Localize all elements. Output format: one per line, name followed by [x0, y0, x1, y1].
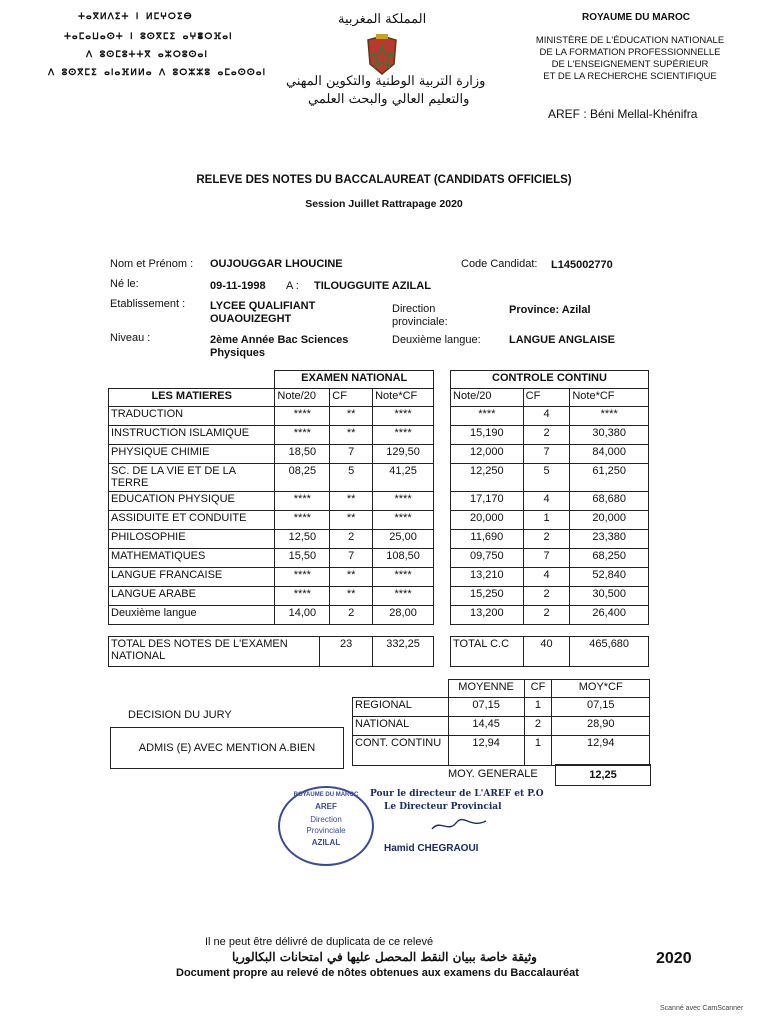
cc-note: 20,000	[451, 511, 524, 530]
average-cf: 1	[524, 736, 552, 766]
cc-row	[451, 445, 649, 464]
aref-label: AREF : Béni Mellal-Khénifra	[548, 107, 698, 121]
official-stamp	[278, 786, 374, 866]
cc-note-cf: 20,000	[570, 511, 649, 530]
average-label: NATIONAL	[353, 717, 449, 736]
average-row	[353, 717, 650, 736]
cc-cf: 2	[523, 587, 570, 606]
national-note: ****	[275, 426, 330, 445]
col-notecf-header: Note*CF	[373, 389, 434, 407]
average-moycf: 12,94	[552, 736, 650, 766]
cc-row	[451, 568, 649, 587]
cc-row	[451, 530, 649, 549]
national-cf: **	[330, 511, 373, 530]
subject-row	[109, 426, 434, 445]
national-exam-table	[108, 370, 434, 625]
direction-label-1: Direction	[392, 303, 436, 315]
tifinagh-line-1: ⵜⴰⴳⵍⴷⵉⵜ ⵏ ⵍⵎⵖⵔⵉⴱ	[78, 12, 193, 22]
stamp-line-2: Provinciale	[306, 826, 346, 835]
average-cf: 1	[524, 698, 552, 717]
summary-cf-header: CF	[524, 680, 552, 698]
national-cf: **	[330, 568, 373, 587]
subject-row	[109, 568, 434, 587]
total-cc-cf: 40	[523, 637, 570, 667]
subject-name: EDUCATION PHYSIQUE	[109, 492, 275, 511]
cc-header: CONTROLE CONTINU	[451, 371, 649, 389]
direction-label-2: provinciale:	[392, 316, 448, 328]
cc-note: 09,750	[451, 549, 524, 568]
national-cf: **	[330, 587, 373, 606]
birth-date: 09-11-1998	[210, 280, 266, 292]
cc-row	[451, 511, 649, 530]
cc-note: 12,000	[451, 445, 524, 464]
birthplace-label: A :	[286, 280, 299, 292]
document-note: Document propre au relevé de nôtes obtenues aux examens du Baccalauréat	[176, 967, 579, 979]
coat-of-arms-icon	[360, 34, 404, 78]
province: Province: Azilal	[509, 304, 591, 316]
general-average-label: MOY. GENERALE	[448, 768, 538, 780]
stamp-line-3: AZILAL	[311, 838, 341, 847]
cc-cf: 4	[523, 407, 570, 426]
national-note-cf: 108,50	[373, 549, 434, 568]
subject-name: TRADUCTION	[109, 407, 275, 426]
cc-cf: 2	[523, 606, 570, 625]
subject-row	[109, 587, 434, 606]
national-note: ****	[275, 568, 330, 587]
cc-note: 12,250	[451, 464, 524, 492]
exam-national-header: EXAMEN NATIONAL	[275, 371, 434, 389]
cc-note: 15,250	[451, 587, 524, 606]
cc-note-cf: 26,400	[570, 606, 649, 625]
cc-cf: 4	[523, 568, 570, 587]
page-title: RELEVE DES NOTES DU BACCALAUREAT (CANDIDATS OFFICIELS)	[196, 174, 572, 186]
total-national-value: 332,25	[373, 637, 434, 667]
cc-cf: 2	[523, 530, 570, 549]
national-note-cf: ****	[373, 568, 434, 587]
cc-note: 11,690	[451, 530, 524, 549]
cc-note-cf: 23,380	[570, 530, 649, 549]
subject-name: LANGUE ARABE	[109, 587, 275, 606]
stamp-top: ROYAUME DU MAROC	[293, 792, 359, 798]
signature-line-2: Le Directeur Provincial	[384, 802, 502, 812]
subject-row	[109, 549, 434, 568]
cc-row	[451, 426, 649, 445]
subjects-header: LES MATIERES	[109, 389, 275, 407]
cc-row	[451, 587, 649, 606]
cc-cf: 1	[523, 511, 570, 530]
kingdom-label: ROYAUME DU MAROC	[582, 12, 690, 23]
cc-col-note-header: Note/20	[451, 389, 524, 407]
cc-note-cf: 68,680	[570, 492, 649, 511]
signer-name: Hamid CHEGRAOUI	[384, 843, 479, 854]
level-label: Niveau :	[110, 332, 151, 344]
subject-name: PHYSIQUE CHIMIE	[109, 445, 275, 464]
subject-row	[109, 464, 434, 492]
second-language-label: Deuxième langue:	[392, 334, 481, 346]
average-label: CONT. CONTINU	[353, 736, 449, 766]
signature-line-1: Pour le directeur de L'AREF et P.O	[370, 789, 544, 799]
national-note-cf: ****	[373, 407, 434, 426]
national-note: ****	[275, 492, 330, 511]
subject-row	[109, 606, 434, 625]
national-note: ****	[275, 407, 330, 426]
total-national-row	[108, 636, 434, 667]
school-name-2: OUAOUIZEGHT	[210, 313, 292, 325]
subject-name: SC. DE LA VIE ET DE LA TERRE	[109, 464, 275, 492]
code-label: Code Candidat:	[461, 258, 538, 270]
tifinagh-line-2: ⵜⴰⵎⴰⵡⴰⵙⵜ ⵏ ⵓⵙⴳⵎⵉ ⴰⵖⴻⵔⴼⴰⵏ	[64, 32, 233, 42]
born-label: Né le:	[110, 278, 139, 290]
jury-label: DECISION DU JURY	[128, 709, 232, 721]
scanner-watermark: Scanné avec CamScanner	[660, 1005, 744, 1012]
cc-note-cf: 30,500	[570, 587, 649, 606]
average-value: 07,15	[448, 698, 524, 717]
national-note: 15,50	[275, 549, 330, 568]
name-label: Nom et Prénom :	[110, 258, 194, 270]
total-cc-label: TOTAL C.C	[451, 637, 524, 667]
cc-note: 13,200	[451, 606, 524, 625]
national-note-cf: ****	[373, 587, 434, 606]
national-note-cf: ****	[373, 511, 434, 530]
stamp-aref: AREF	[315, 802, 337, 811]
school-label: Etablissement :	[110, 298, 186, 310]
subject-row	[109, 407, 434, 426]
cc-row	[451, 464, 649, 492]
national-note: 08,25	[275, 464, 330, 492]
national-note: ****	[275, 511, 330, 530]
cc-cf: 2	[523, 426, 570, 445]
moycf-header: MOY*CF	[552, 680, 650, 698]
cc-cf: 7	[523, 549, 570, 568]
total-national-label: TOTAL DES NOTES DE L'EXAMEN NATIONAL	[109, 637, 320, 667]
duplicate-note: Il ne peut être délivré de duplicata de ce relevé	[205, 936, 434, 948]
average-moycf: 07,15	[552, 698, 650, 717]
candidate-name: OUJOUGGAR LHOUCINE	[210, 258, 343, 270]
stamp-line-1: Direction	[310, 815, 342, 824]
national-note: 18,50	[275, 445, 330, 464]
national-note: 14,00	[275, 606, 330, 625]
cc-note: 15,190	[451, 426, 524, 445]
footer-year: 2020	[656, 950, 692, 967]
subject-row	[109, 492, 434, 511]
cc-row	[451, 492, 649, 511]
cc-note: 17,170	[451, 492, 524, 511]
national-cf: 7	[330, 549, 373, 568]
average-value: 12,94	[448, 736, 524, 766]
second-language: LANGUE ANGLAISE	[509, 334, 615, 346]
cc-row	[451, 549, 649, 568]
continuous-control-table	[450, 370, 649, 625]
national-note: 12,50	[275, 530, 330, 549]
total-cc-value: 465,680	[570, 637, 649, 667]
average-cf: 2	[524, 717, 552, 736]
cc-cf: 5	[523, 464, 570, 492]
national-cf: 2	[330, 606, 373, 625]
arabic-footer: وثيقة خاصة ببيان النقط المحصل عليها في امتحانات البكالوريا	[232, 950, 537, 964]
school-name-1: LYCEE QUALIFIANT	[210, 300, 316, 312]
col-cf-header: CF	[330, 389, 373, 407]
tifinagh-line-3: ⴷ ⵓⵙⵎⵓⵜⵜⴳ ⴰⵣⵔⵓⵙⴰⵏ	[86, 50, 208, 60]
ministry-line-3: DE L'ENSEIGNEMENT SUPÉRIEUR	[551, 59, 709, 70]
arabic-ministry-2: والتعليم العالي والبحث العلمي	[308, 92, 470, 107]
cc-note-cf: 52,840	[570, 568, 649, 587]
subject-name: MATHEMATIQUES	[109, 549, 275, 568]
subject-row	[109, 530, 434, 549]
session-label: Session Juillet Rattrapage 2020	[305, 198, 463, 210]
candidate-code: L145002770	[551, 259, 613, 271]
cc-col-notecf-header: Note*CF	[570, 389, 649, 407]
national-note-cf: ****	[373, 492, 434, 511]
average-label: REGIONAL	[353, 698, 449, 717]
national-cf: **	[330, 426, 373, 445]
cc-note-cf: 61,250	[570, 464, 649, 492]
tifinagh-line-4: ⴷ ⵓⵙⴳⵎⵉ ⴰⵏⴰⴼⵍⵍⴰ ⴷ ⵓⵔⵣⵣⵓ ⴰⵎⴰⵙⵙⴰⵏ	[48, 68, 267, 78]
average-moycf: 28,90	[552, 717, 650, 736]
national-cf: 5	[330, 464, 373, 492]
cc-cf: 4	[523, 492, 570, 511]
birthplace: TILOUGGUITE AZILAL	[314, 280, 431, 292]
cc-note-cf: 30,380	[570, 426, 649, 445]
subject-row	[109, 511, 434, 530]
national-note-cf: 28,00	[373, 606, 434, 625]
col-note-header: Note/20	[275, 389, 330, 407]
cc-note-cf: 68,250	[570, 549, 649, 568]
average-row	[353, 698, 650, 717]
national-cf: 2	[330, 530, 373, 549]
ministry-line-4: ET DE LA RECHERCHE SCIENTIFIQUE	[543, 71, 717, 82]
national-cf: 7	[330, 445, 373, 464]
national-note-cf: 41,25	[373, 464, 434, 492]
level-1: 2ème Année Bac Sciences	[210, 334, 349, 346]
average-row	[353, 736, 650, 766]
subject-name: INSTRUCTION ISLAMIQUE	[109, 426, 275, 445]
total-cc-row	[450, 636, 649, 667]
cc-row	[451, 407, 649, 426]
cc-col-cf-header: CF	[523, 389, 570, 407]
subject-name: ASSIDUITE ET CONDUITE	[109, 511, 275, 530]
cc-note: ****	[451, 407, 524, 426]
cc-note: 13,210	[451, 568, 524, 587]
level-2: Physiques	[210, 347, 266, 359]
subject-name: LANGUE FRANCAISE	[109, 568, 275, 587]
average-value: 14,45	[448, 717, 524, 736]
national-note: ****	[275, 587, 330, 606]
national-note-cf: ****	[373, 426, 434, 445]
national-note-cf: 129,50	[373, 445, 434, 464]
arabic-kingdom: المملكة المغربية	[338, 12, 427, 27]
ministry-line-2: DE LA FORMATION PROFESSIONNELLE	[539, 47, 721, 58]
jury-decision: ADMIS (E) AVEC MENTION A.BIEN	[110, 727, 344, 769]
cc-note-cf: 84,000	[570, 445, 649, 464]
total-national-cf: 23	[320, 637, 373, 667]
national-cf: **	[330, 407, 373, 426]
general-average-value: 12,25	[555, 764, 651, 786]
signature-scribble-icon	[430, 815, 490, 835]
subject-name: Deuxième langue	[109, 606, 275, 625]
cc-note-cf: ****	[570, 407, 649, 426]
cc-cf: 7	[523, 445, 570, 464]
subject-name: PHILOSOPHIE	[109, 530, 275, 549]
national-cf: **	[330, 492, 373, 511]
cc-row	[451, 606, 649, 625]
national-note-cf: 25,00	[373, 530, 434, 549]
arabic-ministry-1: وزارة التربية الوطنية والتكوين المهني	[286, 74, 486, 89]
subject-row	[109, 445, 434, 464]
moyenne-header: MOYENNE	[448, 680, 524, 698]
averages-table	[352, 679, 650, 766]
ministry-line-1: MINISTÈRE DE L'ÉDUCATION NATIONALE	[535, 35, 725, 46]
